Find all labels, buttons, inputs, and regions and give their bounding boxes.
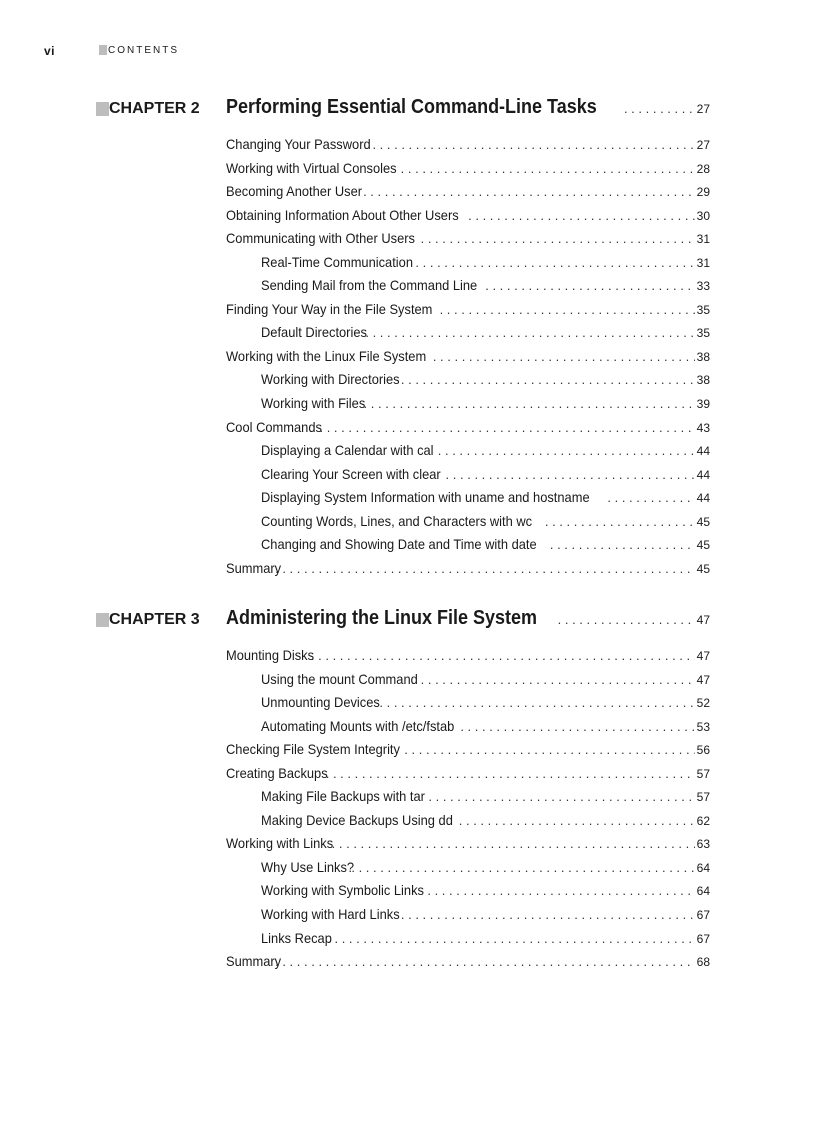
toc-entry-title: Communicating with Other Users xyxy=(226,230,415,247)
toc-entry-title: Making File Backups with tar xyxy=(261,788,425,805)
chapter-marker-icon xyxy=(96,613,109,627)
toc-entry[interactable] xyxy=(226,882,710,906)
toc-entry[interactable] xyxy=(226,835,710,859)
toc-entry-page: 39 xyxy=(696,397,710,412)
toc-entry-page: 45 xyxy=(696,538,710,553)
toc-entry-title: Changing and Showing Date and Time with date xyxy=(261,536,537,553)
dot-leader xyxy=(401,907,695,922)
dot-leader xyxy=(438,443,695,458)
dot-leader xyxy=(326,766,695,781)
dot-leader xyxy=(460,719,694,734)
dot-leader xyxy=(327,931,694,946)
toc-entry-title: Becoming Another User xyxy=(226,183,363,200)
toc-entry-page: 67 xyxy=(696,931,710,946)
toc-entry-title: Working with Files xyxy=(261,395,366,412)
toc-entry[interactable] xyxy=(226,859,710,883)
dot-leader xyxy=(624,101,695,116)
toc-entry-title: Making Device Backups Using dd xyxy=(261,811,453,828)
dot-leader xyxy=(440,302,695,317)
section-title: CONTENTS xyxy=(108,45,179,56)
toc-entry[interactable] xyxy=(226,395,710,419)
toc-entry[interactable] xyxy=(226,489,710,513)
dot-leader xyxy=(332,836,695,851)
dot-leader xyxy=(415,255,694,270)
toc-entry-title: Working with Symbolic Links xyxy=(261,882,424,899)
dot-leader xyxy=(319,420,694,435)
toc-entry[interactable] xyxy=(226,442,710,466)
chapter-marker-icon xyxy=(96,102,109,116)
dot-leader xyxy=(401,161,695,176)
toc-entry-title: Default Directories xyxy=(261,324,367,341)
toc-entry[interactable] xyxy=(226,513,710,537)
toc-entry-page: 38 xyxy=(696,373,710,388)
toc-entry-title: Finding Your Way in the File System xyxy=(226,300,433,317)
toc-entry-title: Mounting Disks xyxy=(226,647,315,663)
toc-entry[interactable] xyxy=(226,277,710,301)
dot-leader xyxy=(379,695,694,710)
toc-entry-page: 57 xyxy=(696,766,710,781)
toc-entry[interactable] xyxy=(226,301,710,325)
chapter-title-row[interactable] xyxy=(226,607,710,630)
toc-entry-page: 29 xyxy=(696,185,710,200)
toc-entry-title: Automating Mounts with /etc/fstab xyxy=(261,717,455,734)
dot-leader xyxy=(275,561,695,576)
toc-entry-page: 68 xyxy=(696,955,710,970)
dot-leader xyxy=(485,278,694,293)
toc-entry-title: Displaying System Information with uname and hostname xyxy=(261,489,590,506)
toc-entry[interactable] xyxy=(226,741,710,765)
chapter-title-row[interactable] xyxy=(226,96,710,119)
dot-leader xyxy=(550,537,695,552)
dot-leader xyxy=(421,231,695,246)
toc-entries xyxy=(226,136,710,583)
toc-entry-title: Real-Time Communication xyxy=(261,253,413,270)
toc-entry-page: 64 xyxy=(696,860,710,875)
dot-leader xyxy=(427,883,694,898)
chapter-title: Administering the Linux File System xyxy=(226,607,538,629)
toc-entry-page: 67 xyxy=(696,908,710,923)
toc-entry-title: Working with Links xyxy=(226,835,334,852)
toc-entry-page: 30 xyxy=(696,208,710,223)
toc-entry-page: 45 xyxy=(696,514,710,529)
toc-entry-title: Working with Hard Links xyxy=(261,906,400,923)
toc-entry-page: 53 xyxy=(696,719,710,734)
toc-entry-title: Unmounting Devices xyxy=(261,694,380,711)
toc-entry-page: 28 xyxy=(696,161,710,176)
dot-leader xyxy=(365,325,694,340)
toc-entry-title: Why Use Links? xyxy=(261,858,355,875)
toc-entry-title: Working with the Linux File System xyxy=(226,347,427,364)
toc-entry-page: 27 xyxy=(696,138,710,152)
toc-entry[interactable] xyxy=(226,930,710,954)
dot-leader xyxy=(401,372,695,387)
toc-entry-title: Sending Mail from the Command Line xyxy=(261,277,478,294)
section-marker-icon xyxy=(99,45,107,55)
toc-entry-title: Summary xyxy=(226,559,282,576)
toc-entry-title: Checking File System Integrity xyxy=(226,741,400,758)
toc-entry-title: Links Recap xyxy=(261,929,332,946)
dot-leader xyxy=(421,672,695,687)
toc-entry-page: 35 xyxy=(696,302,710,317)
toc-entry-page: 64 xyxy=(696,884,710,899)
dot-leader xyxy=(275,954,695,969)
chapter-label: CHAPTER 2 xyxy=(96,100,200,118)
toc-entry[interactable] xyxy=(226,419,710,443)
toc-entry-title: Counting Words, Lines, and Characters with wc xyxy=(261,512,533,529)
toc-entry-page: 31 xyxy=(696,232,710,247)
toc-entry-page: 47 xyxy=(696,649,710,663)
dot-leader xyxy=(433,349,695,364)
toc-entries xyxy=(226,647,710,977)
dot-leader xyxy=(446,467,695,482)
toc-entry[interactable] xyxy=(226,183,710,207)
chapter-page: 47 xyxy=(696,613,710,627)
toc-entry-page: 44 xyxy=(696,444,710,459)
toc-entry-title: Using the mount Command xyxy=(261,670,418,687)
dot-leader xyxy=(372,137,694,152)
dot-leader xyxy=(545,514,695,529)
dot-leader xyxy=(468,208,695,223)
dot-leader xyxy=(607,490,694,505)
toc-entry-page: 56 xyxy=(696,743,710,758)
toc-entry-title: Summary xyxy=(226,953,282,970)
toc-entry-page: 35 xyxy=(696,326,710,341)
toc-entry[interactable] xyxy=(226,324,710,348)
toc-entry-title: Cool Commands xyxy=(226,418,322,435)
chapter-label: CHAPTER 3 xyxy=(96,611,200,629)
toc-entry[interactable] xyxy=(226,765,710,789)
toc-entry-page: 33 xyxy=(696,279,710,294)
toc-entry-page: 45 xyxy=(696,561,710,576)
chapter-title: Performing Essential Command-Line Tasks xyxy=(226,96,597,118)
toc-entry-page: 63 xyxy=(696,837,710,852)
toc-entry[interactable] xyxy=(226,694,710,718)
toc-entry[interactable] xyxy=(226,466,710,490)
toc-entry-page: 57 xyxy=(696,790,710,805)
toc-entry[interactable] xyxy=(226,953,710,977)
toc-entry[interactable] xyxy=(226,160,710,184)
toc-entry-title: Obtaining Information About Other Users xyxy=(226,206,459,223)
toc-entry[interactable] xyxy=(226,536,710,560)
toc-entry-page: 52 xyxy=(696,696,710,711)
toc-entry-page: 38 xyxy=(696,349,710,364)
chapter-page: 27 xyxy=(696,102,710,116)
toc-entry[interactable] xyxy=(226,788,710,812)
dot-leader xyxy=(311,648,695,663)
dot-leader xyxy=(351,860,694,875)
toc-entry-page: 62 xyxy=(696,813,710,828)
toc-entry[interactable] xyxy=(226,560,710,584)
page-number: vi xyxy=(44,44,56,58)
dot-leader xyxy=(363,184,695,199)
toc-entry[interactable] xyxy=(226,348,710,372)
toc-entry-page: 43 xyxy=(696,420,710,435)
toc-entry[interactable] xyxy=(226,371,710,395)
toc-entry[interactable] xyxy=(226,671,710,695)
toc-entry-page: 44 xyxy=(696,467,710,482)
toc-entry-page: 44 xyxy=(696,491,710,506)
toc-entry[interactable] xyxy=(226,812,710,836)
toc-entry-page: 47 xyxy=(696,672,710,687)
toc-entry[interactable] xyxy=(226,207,710,231)
toc-entry-title: Creating Backups xyxy=(226,764,328,781)
dot-leader xyxy=(428,789,694,804)
dot-leader xyxy=(459,813,695,828)
toc-entry[interactable] xyxy=(226,136,710,160)
dot-leader xyxy=(404,742,694,757)
toc-entry[interactable] xyxy=(226,647,710,671)
dot-leader xyxy=(558,612,695,627)
toc-entry[interactable] xyxy=(226,718,710,742)
dot-leader xyxy=(364,396,695,411)
toc-entry-title: Working with Directories xyxy=(261,371,400,388)
toc-entry-title: Clearing Your Screen with clear xyxy=(261,465,441,482)
toc-entry-title: Displaying a Calendar with cal xyxy=(261,442,434,459)
toc-entry[interactable] xyxy=(226,230,710,254)
toc-entry-page: 31 xyxy=(696,255,710,270)
toc-entry-title: Working with Virtual Consoles xyxy=(226,159,397,176)
toc-entry[interactable] xyxy=(226,906,710,930)
toc-entry-title: Changing Your Password xyxy=(226,136,371,152)
toc-entry[interactable] xyxy=(226,254,710,278)
